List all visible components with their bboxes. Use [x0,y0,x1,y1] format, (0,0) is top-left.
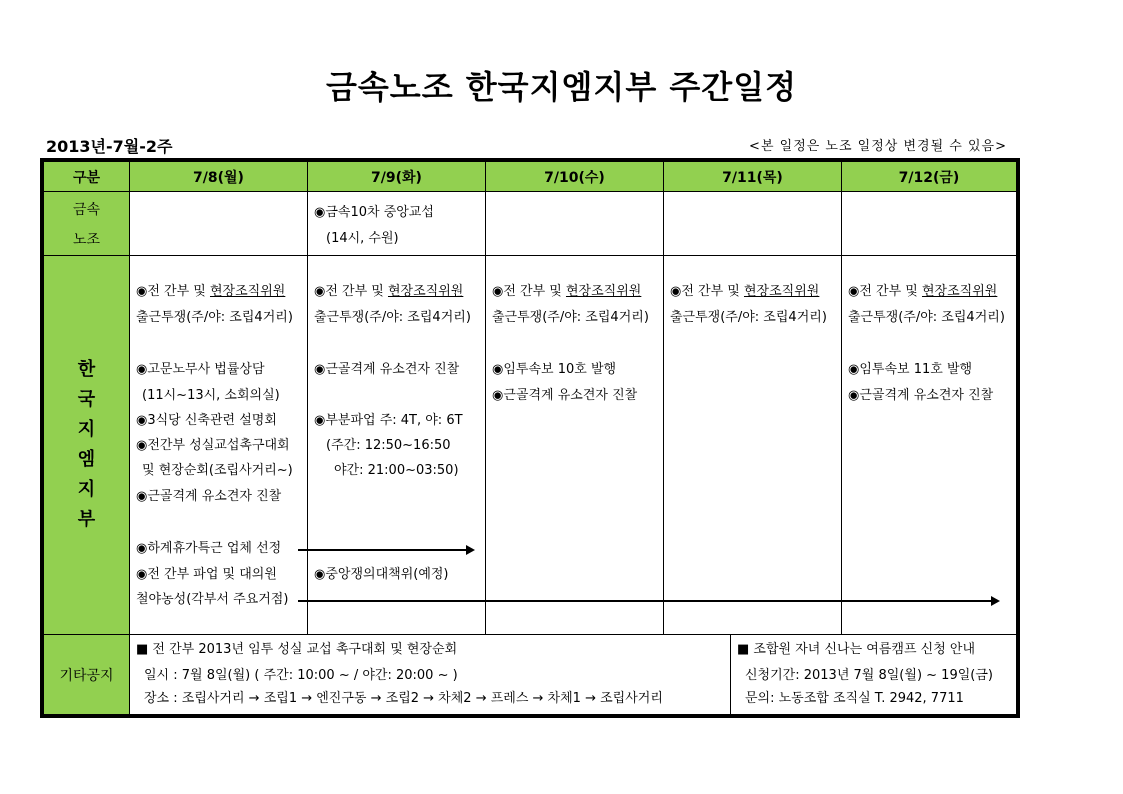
notice-heading: ■ 전 간부 2013년 임투 성실 교섭 촉구대회 및 현장순회 [136,642,458,657]
schedule-item: 출근투쟁(주/야: 조립4거리) [136,310,293,325]
schedule-item: ◉전 간부 및 현장조직위원 [492,284,642,299]
schedule-item: ◉근골격계 유소견자 진찰 [492,388,638,403]
duration-arrow [298,600,998,602]
notice-line: 신청기간: 2013년 7월 8일(월) ~ 19일(금) [745,668,993,683]
schedule-item: (주간: 12:50~16:50 [326,438,451,453]
schedule-item: ◉전 간부 및 현장조직위원 [848,284,998,299]
row-label-gm-branch [43,255,130,635]
notice-right-cell [730,634,1017,715]
schedule-item: ◉전 간부 파업 및 대의원 [136,567,277,582]
row-label-char: 엠 [77,449,96,470]
gm-fri-cell [841,255,1017,635]
metal-fri-cell [841,191,1017,256]
schedule-item: 출근투쟁(주/야: 조립4거리) [492,310,649,325]
notice-line: 장소 : 조립사거리 → 조립1 → 엔진구동 → 조립2 → 차체2 → 프레스 → 차체1 → 조립사거리 [144,691,663,706]
gm-mon-cell [129,255,308,635]
schedule-item: ◉임투속보 11호 발행 [848,362,973,377]
week-label: 2013년-7월-2주 [46,137,173,156]
change-notice: <본 일정은 노조 일정상 변경될 수 있음> [749,139,1007,154]
schedule-item: ◉전간부 성실교섭촉구대회 [136,438,290,453]
schedule-item: ◉근골격계 유소견자 진찰 [848,388,994,403]
schedule-item: ◉하계휴가특근 업체 선정 [136,541,282,556]
schedule-item: (14시, 수원) [326,231,399,246]
schedule-table [40,158,1020,718]
schedule-item: ◉3식당 신축관련 설명회 [136,413,277,428]
row-label-line: 금속 [72,201,101,218]
schedule-item: ◉부분파업 주: 4T, 야: 6T [314,413,463,428]
gm-tue-cell [307,255,486,635]
notice-line: 일시 : 7월 8일(월) ( 주간: 10:00 ~ / 야간: 20:00 ~ ) [144,668,458,683]
schedule-item: ◉금속10차 중앙교섭 [314,205,434,220]
notice-left-cell [129,634,731,715]
header-wed: 7/10(수) [485,161,664,192]
row-label-char: 지 [77,419,96,440]
metal-thu-cell [663,191,842,256]
row-label-char: 부 [77,509,96,530]
schedule-item: ◉중앙쟁의대책위(예정) [314,567,449,582]
schedule-item: ◉전 간부 및 현장조직위원 [670,284,820,299]
header-category: 구분 [43,161,130,192]
metal-tue-cell [307,191,486,256]
schedule-item: ◉고문노무사 법률상담 [136,362,265,377]
schedule-item: 출근투쟁(주/야: 조립4거리) [314,310,471,325]
row-label-char: 지 [77,479,96,500]
schedule-item: ◉근골격계 유소견자 진찰 [136,489,282,504]
schedule-item: 철야농성(각부서 주요거점) [136,592,289,607]
row-label-notices: 기타공지 [43,634,130,715]
schedule-item: 및 현장순회(조립사거리~) [142,463,293,478]
row-label-char: 한 [77,359,96,380]
metal-mon-cell [129,191,308,256]
schedule-item: ◉임투속보 10호 발행 [492,362,617,377]
header-thu: 7/11(목) [663,161,842,192]
header-mon: 7/8(월) [129,161,308,192]
schedule-item: 출근투쟁(주/야: 조립4거리) [670,310,827,325]
schedule-item: 야간: 21:00~03:50) [334,463,459,478]
schedule-item: (11시~13시, 소회의실) [142,388,280,403]
gm-wed-cell [485,255,664,635]
header-fri: 7/12(금) [841,161,1017,192]
schedule-item: ◉근골격계 유소견자 진찰 [314,362,460,377]
row-label-metal-union [43,191,130,256]
schedule-item: 출근투쟁(주/야: 조립4거리) [848,310,1005,325]
duration-arrow [298,549,473,551]
metal-wed-cell [485,191,664,256]
page-title: 금속노조 한국지엠지부 주간일정 [325,68,798,106]
row-label-char: 국 [77,389,96,410]
gm-thu-cell [663,255,842,635]
schedule-item: ◉전 간부 및 현장조직위원 [136,284,286,299]
header-tue: 7/9(화) [307,161,486,192]
schedule-item: ◉전 간부 및 현장조직위원 [314,284,464,299]
notice-heading: ■ 조합원 자녀 신나는 여름캠프 신청 안내 [737,642,976,657]
notice-line: 문의: 노동조합 조직실 T. 2942, 7711 [745,691,964,706]
row-label-line: 노조 [72,231,101,248]
